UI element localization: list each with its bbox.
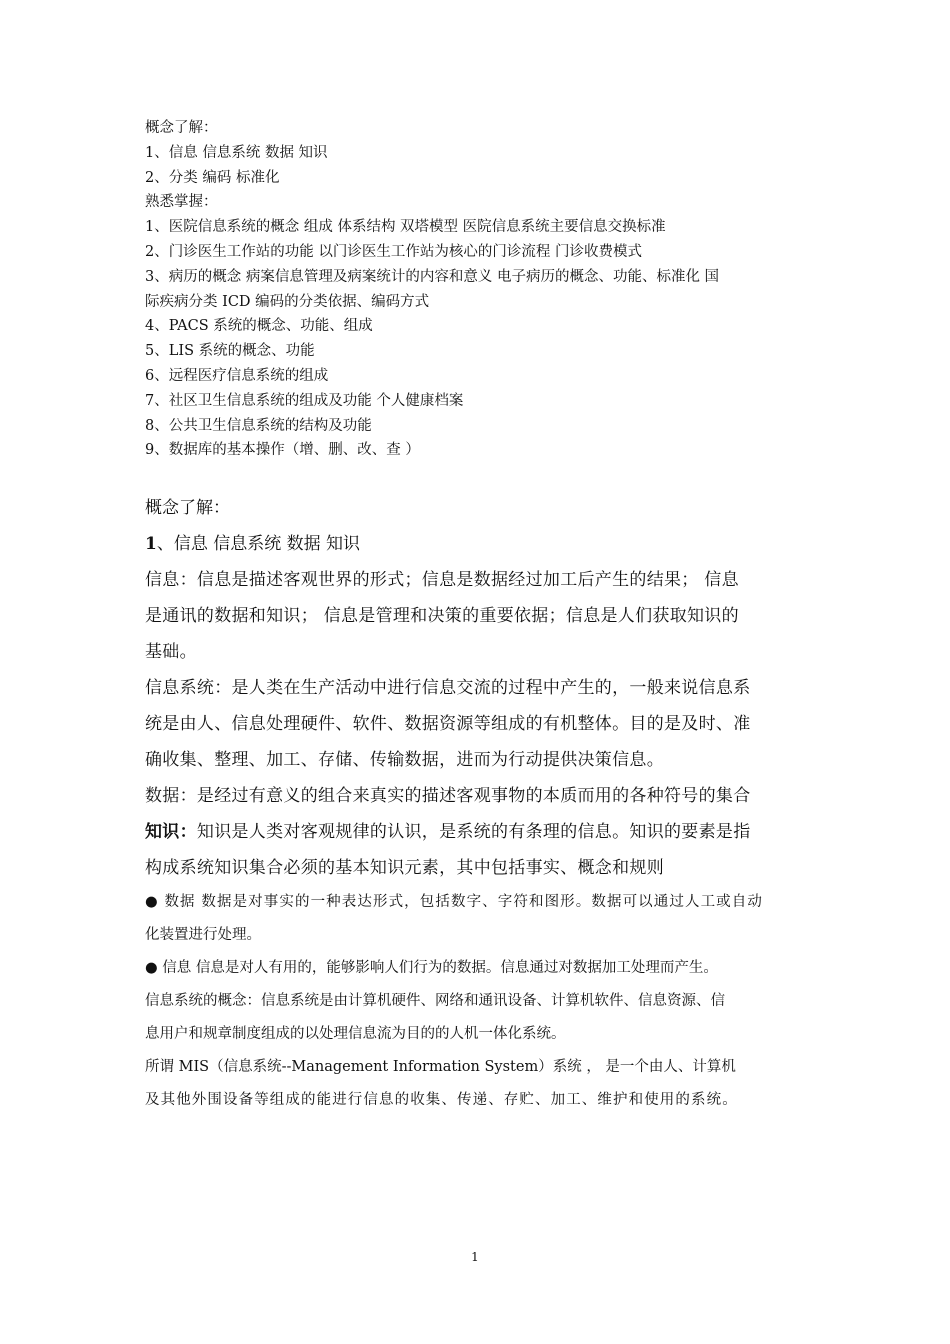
outline-line: 2、分类 编码 标准化 [145, 169, 280, 186]
bullet-line: 化装置进行处理。 [145, 927, 261, 943]
page-number: 1 [471, 1250, 479, 1264]
paragraph-line: 确收集、整理、加工、存储、传输数据，进而为行动提供决策信息。 [145, 750, 664, 770]
knowledge-text: 知识是人类对客观规律的认识，是系统的有条理的信息。知识的要素是指 [196, 822, 751, 842]
paragraph-line: 及其他外围设备等组成的能进行信息的收集、传递、存贮、加工、维护和使用的系统。 [145, 1092, 738, 1108]
info-bullet [145, 952, 825, 985]
outline-line: 8、公共卫生信息系统的结构及功能 [145, 417, 372, 434]
outline-line: 1、信息 信息系统 数据 知识 [145, 144, 328, 161]
paragraph-line: 信息系统：是人类在生产活动中进行信息交流的过程中产生的，一般来说信息系 [145, 678, 751, 698]
data-bullet [145, 886, 825, 952]
section-subheading [145, 526, 825, 562]
paragraph-line [145, 814, 825, 850]
data-definition [145, 778, 825, 814]
outline-line: 5、LIS 系统的概念、功能 [145, 343, 315, 360]
outline-line: 6、远程医疗信息系统的组成 [145, 367, 329, 384]
bullet-line: ● 信息 信息是对人有用的，能够影响人们行为的数据。信息通过对数据加工处理而产生。 [145, 960, 718, 976]
info-system-concept [145, 985, 825, 1051]
mis-definition [145, 1051, 825, 1117]
outline-line: 4、PACS 系统的概念、功能、组成 [145, 318, 373, 335]
outline-line: 7、社区卫生信息系统的组成及功能 个人健康档案 [145, 392, 464, 409]
paragraph-line: 息用户和规章制度组成的以处理信息流为目的的人机一体化系统。 [145, 1026, 566, 1042]
paragraph-line: 信息系统的概念：信息系统是由计算机硬件、网络和通讯设备、计算机软件、信息资源、信 [145, 993, 725, 1009]
paragraph-line: 构成系统知识集合必须的基本知识元素，其中包括事实、概念和规则 [145, 858, 664, 878]
paragraph-line: 是通讯的数据和知识； 信息是管理和决策的重要依据；信息是人们获取知识的 [145, 606, 739, 626]
outline-line: 1、医院信息系统的概念 组成 体系结构 双塔模型 医院信息系统主要信息交换标准 [145, 219, 666, 236]
outline-line: 2、门诊医生工作站的功能 以门诊医生工作站为核心的门诊流程 门诊收费模式 [145, 243, 642, 260]
outline-line: 际疾病分类 ICD 编码的分类依据、编码方式 [145, 293, 430, 310]
outline-line: 熟悉掌握： [145, 194, 218, 211]
outline-line: 9、数据库的基本操作（增、删、改、查 ） [145, 442, 420, 459]
knowledge-definition [145, 814, 825, 886]
info-system-definition [145, 670, 825, 778]
outline-line: 概念了解： [145, 120, 218, 136]
section-heading: 概念了解： [145, 498, 230, 518]
knowledge-label: 知识： [145, 822, 197, 842]
paragraph-line: 基础。 [145, 642, 197, 662]
paragraph-line: 统是由人、信息处理硬件、软件、数据资源等组成的有机整体。目的是及时、准 [145, 714, 751, 734]
paragraph-line: 数据：是经过有意义的组合来真实的描述客观事物的本质而用的各种符号的集合 [145, 786, 751, 806]
info-definition [145, 562, 825, 670]
subheading-text: 、信息 信息系统 数据 知识 [156, 534, 361, 554]
paragraph-line: 信息：信息是描述客观世界的形式；信息是数据经过加工后产生的结果； 信息 [145, 570, 739, 590]
subheading-number: 1 [145, 534, 157, 554]
bullet-line: ● 数据 数据是对事实的一种表达形式，包括数字、字符和图形。数据可以通过人工或自动 [145, 894, 763, 910]
outline-section [145, 116, 845, 463]
paragraph-line: 所谓 MIS（信息系统--Management Information System）系统 ， 是一个由人、计算机 [145, 1059, 736, 1075]
outline-line: 3、病历的概念 病案信息管理及病案统计的内容和意义 电子病历的概念、功能、标准化 国 [145, 268, 720, 285]
concept-section [145, 490, 825, 1117]
